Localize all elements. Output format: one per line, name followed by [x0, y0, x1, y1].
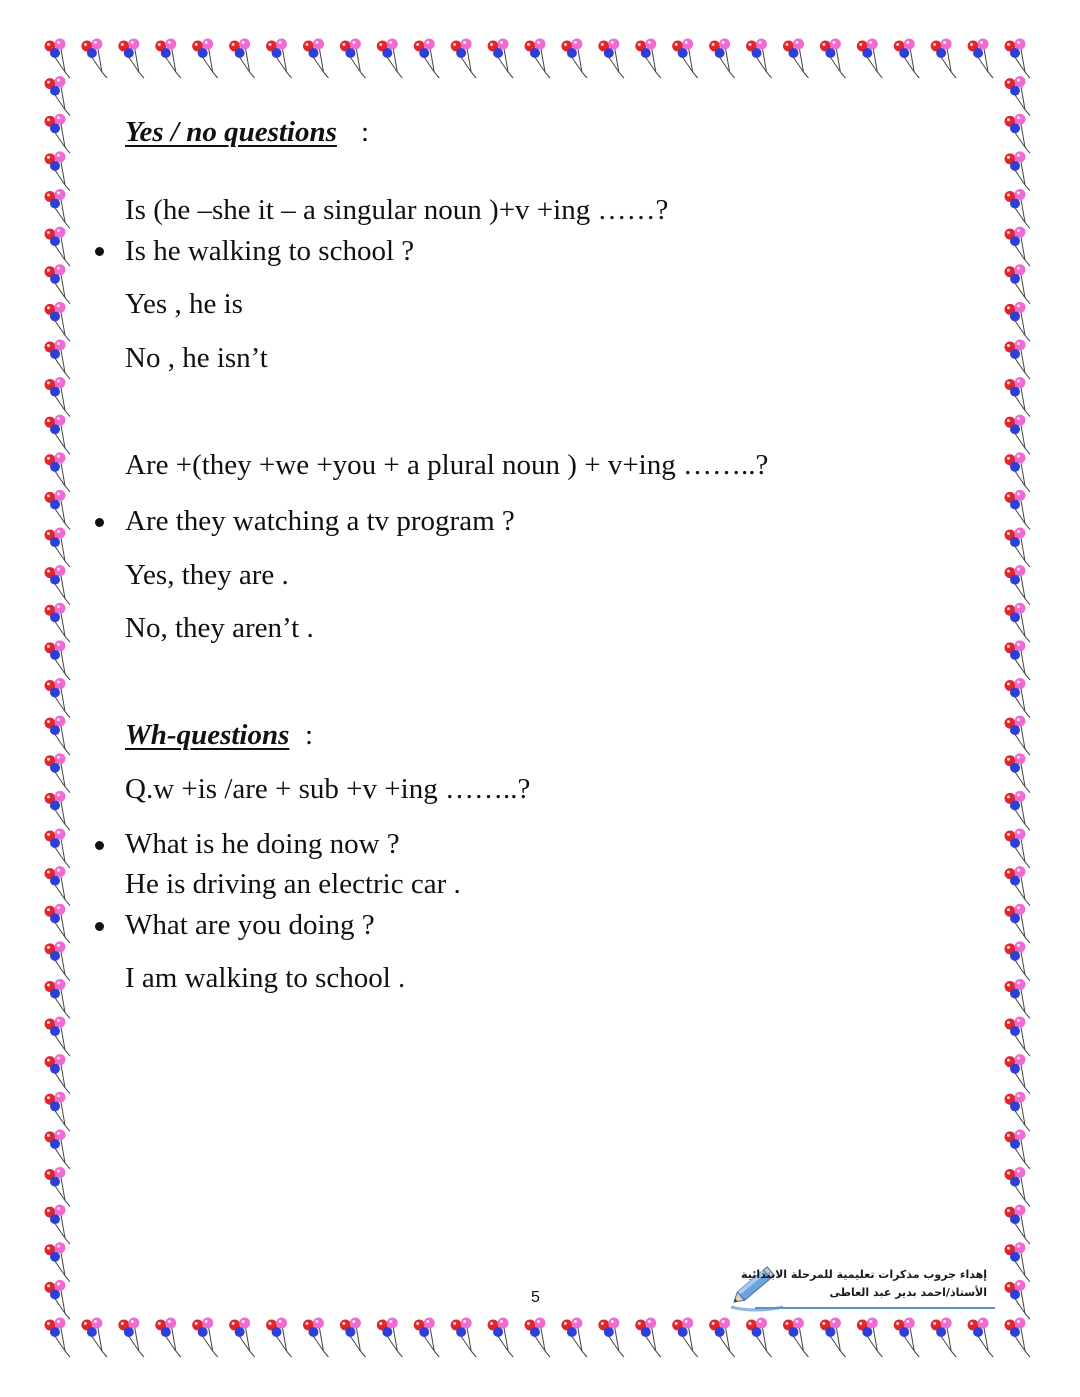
balloon-icon [1005, 791, 1031, 831]
balloon-icon [45, 415, 71, 455]
balloon-icon [1005, 189, 1031, 229]
balloon-icon [451, 1318, 477, 1358]
wh-heading-text: Wh-questions [125, 719, 290, 751]
bullet-dot [95, 247, 104, 256]
example-are-yes: Yes, they are . [125, 559, 289, 591]
example-is-no: No , he isn’t [125, 342, 268, 374]
footer-line1: إهداء جروب مذكرات تعليمية للمرحلة الابتدائية [741, 1268, 987, 1281]
balloon-icon [45, 1017, 71, 1057]
wh-example-answer: He is driving an electric car . [125, 868, 461, 900]
balloon-icon [45, 339, 71, 379]
balloon-icon [820, 39, 846, 79]
balloon-icon [857, 39, 883, 79]
balloon-icon [1005, 452, 1031, 492]
balloon-icon [192, 1318, 218, 1358]
balloon-icon [303, 39, 329, 79]
balloon-icon [45, 452, 71, 492]
balloon-icon [229, 39, 255, 79]
balloon-icon [1005, 1092, 1031, 1132]
wh-heading-colon: : [305, 719, 314, 751]
balloon-icon [414, 1318, 440, 1358]
balloon-icon [45, 528, 71, 568]
balloon-icon [1005, 39, 1031, 79]
balloon-icon [155, 39, 181, 79]
balloon-icon [598, 1318, 624, 1358]
balloon-icon [118, 1318, 144, 1358]
balloon-icon [1005, 828, 1031, 868]
balloon-icon [488, 39, 513, 79]
example-is-yes: Yes , he is [125, 288, 243, 320]
example-are-no: No, they aren’t . [125, 612, 314, 644]
balloon-icon [746, 39, 772, 79]
balloon-icon [1005, 227, 1031, 267]
balloon-icon [1005, 716, 1031, 756]
formula-is: Is (he –she it – a singular noun )+v +ing ……? [125, 194, 669, 226]
balloon-icon [968, 39, 994, 79]
balloon-icon [45, 1205, 71, 1245]
bullet-dot [95, 518, 104, 527]
balloon-icon [303, 1318, 329, 1358]
balloon-icon [45, 227, 71, 267]
balloon-icon [45, 678, 71, 718]
wh-example-question: What are you doing ? [125, 909, 375, 941]
balloon-icon [783, 1318, 809, 1358]
balloon-icon [1005, 1205, 1031, 1245]
balloon-icon [45, 114, 71, 154]
balloon-icon [45, 1242, 71, 1282]
balloon-icon [1005, 753, 1031, 793]
balloon-icon [561, 39, 587, 79]
footer-rule [755, 1307, 995, 1309]
balloon-icon [45, 76, 71, 116]
balloon-icon [81, 1318, 107, 1358]
balloon-icon [1005, 941, 1031, 981]
balloon-icon [45, 264, 71, 304]
example-is-question: Is he walking to school ? [125, 235, 415, 267]
balloon-icon [1005, 1129, 1031, 1169]
balloon-icon [1005, 1167, 1031, 1207]
balloon-icon [45, 1054, 71, 1094]
balloon-icon [340, 39, 366, 79]
balloon-icon [894, 39, 920, 79]
balloon-icon [45, 979, 71, 1019]
balloon-icon [340, 1318, 366, 1358]
balloon-icon [229, 1318, 255, 1358]
balloon-icon [635, 1318, 661, 1358]
balloon-icon [45, 1318, 71, 1358]
bullet-dot [95, 922, 104, 931]
balloon-icon [1005, 1242, 1031, 1282]
balloon-icon [45, 828, 71, 868]
wh-heading [125, 721, 289, 750]
balloon-icon [45, 753, 71, 793]
footer-line2: الأستاذ/احمد بدير عبد العاطى [829, 1286, 987, 1299]
balloon-icon [672, 1318, 698, 1358]
balloon-icon [1005, 1280, 1031, 1320]
balloon-icon [1005, 415, 1031, 455]
balloon-icon [451, 39, 477, 79]
balloon-icon [1005, 114, 1031, 154]
balloon-icon [746, 1318, 772, 1358]
balloon-icon [1005, 1054, 1031, 1094]
balloon-icon [45, 1092, 71, 1132]
bullet-dot [95, 841, 104, 850]
balloon-icon [1005, 528, 1031, 568]
balloon-icon [1005, 339, 1031, 379]
balloon-icon [1005, 603, 1031, 643]
balloon-icon [1005, 1318, 1031, 1358]
balloon-icon [1005, 565, 1031, 605]
balloon-icon [45, 151, 71, 191]
balloon-icon [45, 866, 71, 906]
wh-formula: Q.w +is /are + sub +v +ing ……..? [125, 773, 531, 805]
yes-no-heading [125, 118, 337, 147]
balloon-icon [45, 1167, 71, 1207]
balloon-icon [45, 377, 71, 417]
balloon-icon [968, 1318, 994, 1358]
balloon-icon [81, 39, 107, 79]
balloon-icon [266, 1318, 292, 1358]
balloon-icon [709, 39, 735, 79]
balloon-icon [192, 39, 218, 79]
balloon-icon [155, 1318, 181, 1358]
balloon-icon [931, 1318, 957, 1358]
balloon-icon [931, 39, 957, 79]
balloon-icon [45, 603, 71, 643]
formula-are: Are +(they +we +you + a plural noun ) + v+ing ……..? [125, 449, 769, 481]
balloon-icon [1005, 640, 1031, 680]
balloon-icon [1005, 76, 1031, 116]
balloon-icon [525, 1318, 551, 1358]
balloon-icon [45, 941, 71, 981]
balloon-icon [820, 1318, 846, 1358]
balloon-icon [45, 39, 71, 79]
balloon-icon [45, 302, 71, 342]
balloon-icon [377, 39, 403, 79]
balloon-icon [1005, 490, 1031, 529]
balloon-icon [1005, 979, 1031, 1019]
balloon-icon [525, 39, 551, 79]
balloon-icon [635, 39, 661, 79]
footer-credit [725, 1257, 995, 1315]
balloon-icon [1005, 302, 1031, 342]
page-number: 5 [531, 1289, 540, 1306]
balloon-icon [672, 39, 698, 79]
balloon-icon [1005, 264, 1031, 304]
balloon-icon [45, 791, 71, 831]
balloon-icon [45, 490, 71, 529]
yes-no-heading-colon: : [361, 116, 370, 148]
balloon-icon [45, 640, 71, 680]
balloon-icon [1005, 1017, 1031, 1057]
balloon-icon [45, 716, 71, 756]
balloon-icon [45, 1280, 71, 1320]
balloon-icon [561, 1318, 587, 1358]
balloon-icon [894, 1318, 920, 1358]
balloon-icon [377, 1318, 403, 1358]
balloon-icon [45, 189, 71, 229]
balloon-icon [45, 904, 71, 944]
balloon-icon [414, 39, 440, 79]
balloon-icon [266, 39, 292, 79]
balloon-icon [45, 1129, 71, 1169]
example-are-question: Are they watching a tv program ? [125, 505, 515, 537]
balloon-icon [118, 39, 144, 79]
wh-example-question: What is he doing now ? [125, 828, 400, 860]
balloon-icon [598, 39, 624, 79]
wh-example-answer: I am walking to school . [125, 962, 406, 994]
balloon-icon [1005, 866, 1031, 906]
balloon-icon [857, 1318, 883, 1358]
balloon-icon [1005, 904, 1031, 944]
balloon-icon [45, 565, 71, 605]
yes-no-heading-text: Yes / no questions [125, 116, 337, 148]
balloon-icon [488, 1318, 513, 1358]
balloon-icon [709, 1318, 735, 1358]
balloon-icon [783, 39, 809, 79]
balloon-icon [1005, 151, 1031, 191]
balloon-icon [1005, 377, 1031, 417]
balloon-icon [1005, 678, 1031, 718]
